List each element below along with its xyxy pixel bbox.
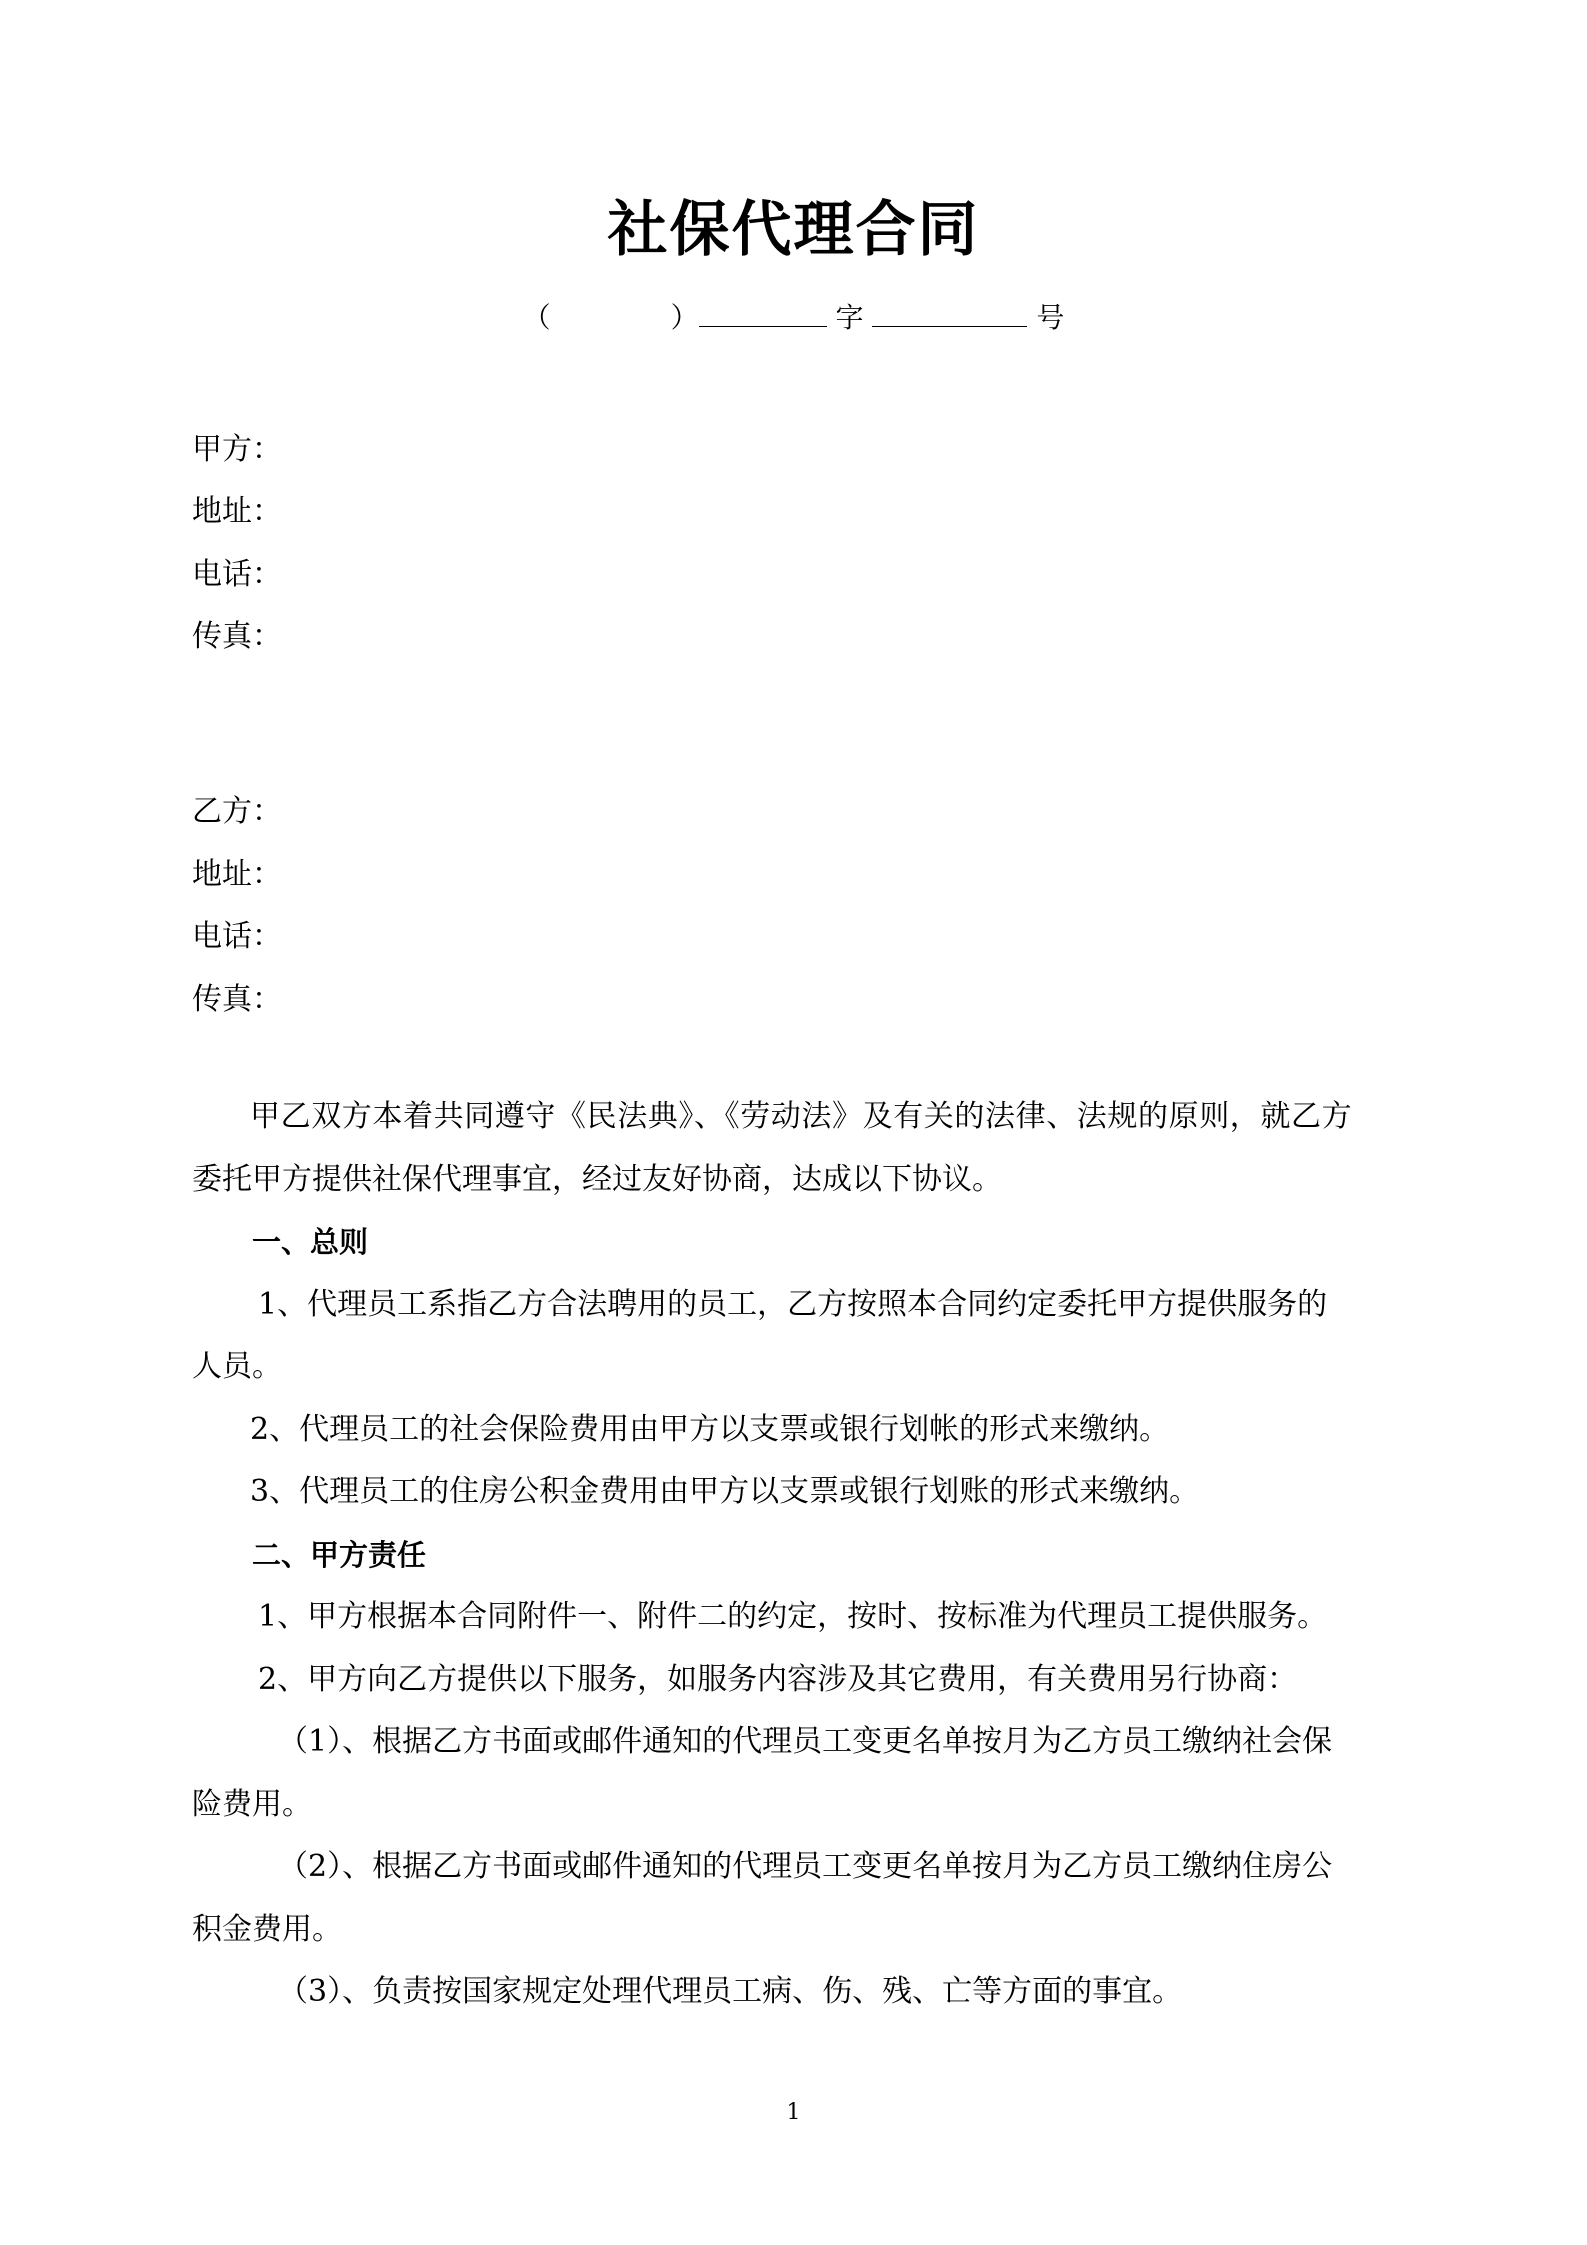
section-2-sub-2-line-2: 积金费用。 [192, 1912, 342, 1947]
section-1-item-2: 2、代理员工的社会保险费用由甲方以支票或银行划帐的形式来缴纳。 [250, 1412, 1170, 1447]
contract-number-line [0, 296, 1587, 338]
section-1-item-1-line-2: 人员。 [192, 1349, 282, 1384]
section-2-sub-1-line-2: 险费用。 [192, 1787, 312, 1822]
party-b-fax-label: 传真： [192, 982, 282, 1017]
section-1-item-1-line-1: 1、代理员工系指乙方合法聘用的员工，乙方按照本合同约定委托甲方提供服务的 [258, 1287, 1328, 1322]
party-a-phone-label: 电话： [192, 557, 282, 592]
hao-label: 号 [1036, 301, 1065, 334]
section-1-item-3: 3、代理员工的住房公积金费用由甲方以支票或银行划账的形式来缴纳。 [250, 1474, 1200, 1509]
close-paren: ） [670, 301, 699, 334]
number-blank-2 [872, 296, 1027, 327]
document-title: 社保代理合同 [607, 195, 980, 265]
section-2-item-1: 1、甲方根据本合同附件一、附件二的约定，按时、按标准为代理员工提供服务。 [258, 1599, 1328, 1634]
intro-line-2: 委托甲方提供社保代理事宜，经过友好协商，达成以下协议。 [192, 1162, 1002, 1197]
section-2-sub-3: （3）、负责按国家规定处理代理员工病、伤、残、亡等方面的事宜。 [278, 1974, 1183, 2009]
party-a-name-label: 甲方： [192, 432, 282, 467]
party-b-address-label: 地址： [192, 857, 282, 892]
page-number: 1 [786, 2100, 801, 2125]
section-2-item-2: 2、甲方向乙方提供以下服务，如服务内容涉及其它费用，有关费用另行协商： [258, 1662, 1298, 1697]
section-2-sub-1-line-1: （1）、根据乙方书面或邮件通知的代理员工变更名单按月为乙方员工缴纳社会保 [278, 1724, 1333, 1759]
zi-label: 字 [835, 301, 864, 334]
intro-line-1: 甲乙双方本着共同遵守《民法典》、《劳动法》及有关的法律、法规的原则，就乙方 [250, 1099, 1353, 1134]
number-blank-1 [699, 296, 827, 327]
section-2-heading: 二、甲方责任 [252, 1538, 427, 1572]
party-b-phone-label: 电话： [192, 919, 282, 954]
party-a-address-label: 地址： [192, 494, 282, 529]
open-paren: （ [522, 301, 551, 334]
section-1-heading: 一、总则 [252, 1225, 369, 1259]
party-b-name-label: 乙方： [192, 794, 282, 829]
section-2-sub-2-line-1: （2）、根据乙方书面或邮件通知的代理员工变更名单按月为乙方员工缴纳住房公 [278, 1849, 1333, 1884]
party-a-fax-label: 传真： [192, 619, 282, 654]
